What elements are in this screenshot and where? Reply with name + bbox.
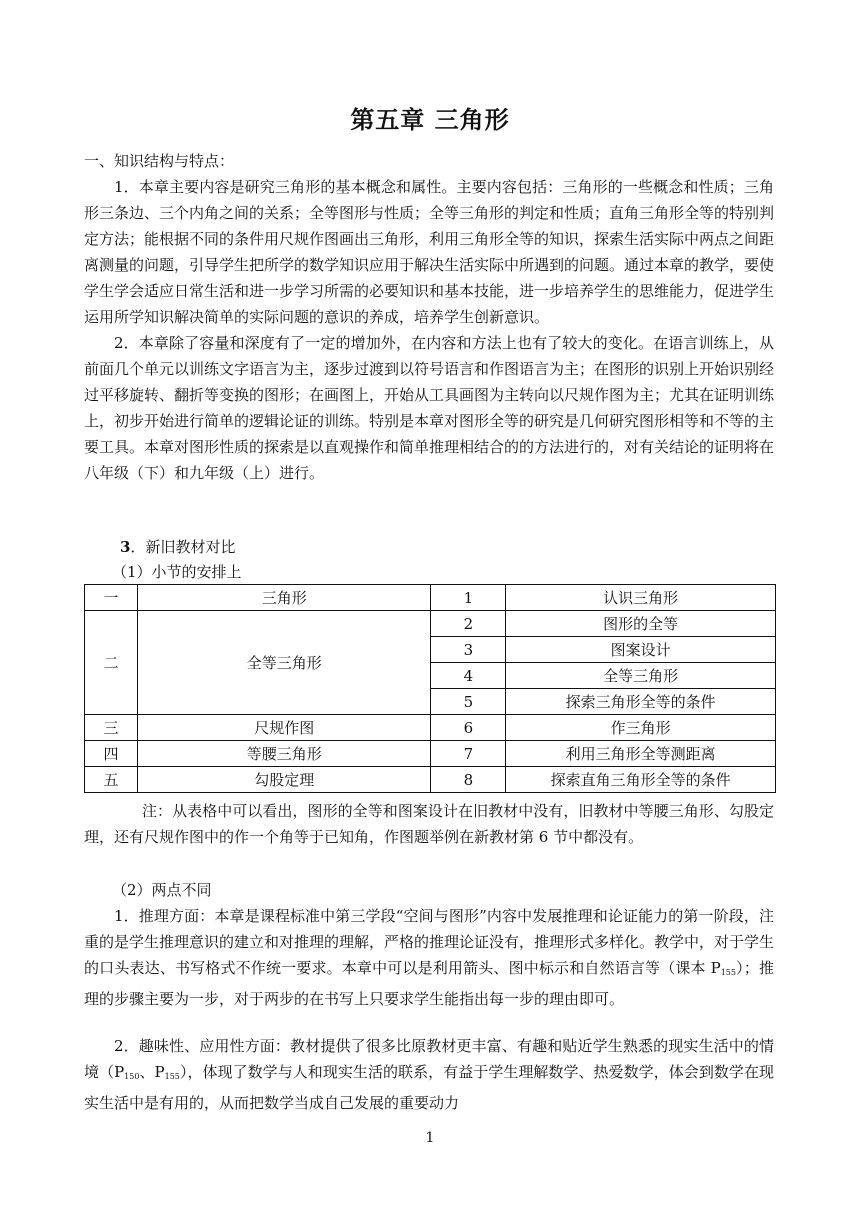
subsection-2-heading: （2）两点不同 bbox=[112, 881, 212, 899]
table-row bbox=[85, 715, 776, 741]
old-chapter-title: 尺规作图 bbox=[137, 715, 431, 741]
page-ref-subscript: 155 bbox=[720, 968, 736, 977]
old-chapter-title: 三角形 bbox=[137, 585, 431, 611]
old-chapter-number: 四 bbox=[85, 741, 138, 767]
new-section-number: 1 bbox=[431, 585, 506, 611]
subsection-1-heading: （1）小节的安排上 bbox=[112, 563, 242, 581]
new-section-number: 8 bbox=[431, 767, 506, 793]
paragraph-2: 2．本章除了容量和深度有了一定的增加外，在内容和方法上也有了较大的变化。在语言训练上，从前面几个单元以训练文字语言为主，逐步过渡到以符号语言和作图语言为主；在图形的识别上开始识别经过平移旋转、翻折等变换的图形；在画图上，开始从工具画图为主转向以尺规作图为主；尤其在证明训练上，初步开始进行简单的逻辑论证的训练。特别是本章对图形全等的研究是几何研究图形相等和不等的主要工具。本章对图形性质的探索是以直观操作和简单推理相结合的的方法进行的，对有关结论的证明将在八年级（下）和九年级（上）进行。 bbox=[84, 334, 775, 482]
difference-1-part-a: 1．推理方面：本章是课程标准中第三学段“空间与图形”内容中发展推理和论证能力的第一阶段，注重的是学生推理意识的建立和对推理的理解，严格的推理论证没有，推理形式多样化。教学中，对于学生的口头表达、书写格式不作统一要求。本章中可以是利用箭头、图中标示和自然语言等（课本 P bbox=[84, 907, 775, 977]
item-3-text: ．新旧教材对比 bbox=[130, 538, 236, 556]
page-ref-separator: 、P bbox=[139, 1063, 165, 1081]
difference-1-text bbox=[84, 903, 774, 1012]
new-section-title: 探索直角三角形全等的条件 bbox=[506, 767, 776, 793]
page-ref-subscript: 155 bbox=[164, 1072, 180, 1081]
new-section-title: 认识三角形 bbox=[506, 585, 776, 611]
old-chapter-number: 一 bbox=[85, 585, 138, 611]
new-section-title: 探索三角形全等的条件 bbox=[506, 689, 776, 715]
page-number: 1 bbox=[425, 1130, 435, 1146]
new-section-title: 图案设计 bbox=[506, 637, 776, 663]
new-section-title: 全等三角形 bbox=[506, 663, 776, 689]
old-chapter-number: 三 bbox=[85, 715, 138, 741]
page-ref-subscript: 150 bbox=[124, 1072, 140, 1081]
note-text: 注：从表格中可以看出，图形的全等和图案设计在旧教材中没有，旧教材中等腰三角形、勾股定理，还有尺规作图中的作一个角等于已知角，作图题举例在新教材第 6 节中都没有。 bbox=[84, 802, 774, 846]
difference-2-text bbox=[84, 1033, 774, 1116]
item-3-heading bbox=[120, 534, 235, 560]
new-section-number: 5 bbox=[431, 689, 506, 715]
new-section-title: 图形的全等 bbox=[506, 611, 776, 637]
old-chapter-title: 等腰三角形 bbox=[137, 741, 431, 767]
item-3-number: 3 bbox=[120, 538, 131, 556]
difference-2-part-b: ），体现了数学与人和现实生活的联系，有益于学生理解数学、热爱数学，体会到数学在现实生活中是有用的，从而把数学当成自己发展的重要动力 bbox=[84, 1063, 774, 1112]
difference-2 bbox=[84, 1033, 774, 1116]
new-section-title: 利用三角形全等测距离 bbox=[506, 741, 776, 767]
section-heading: 一、知识结构与特点： bbox=[84, 152, 235, 170]
table-row bbox=[85, 767, 776, 793]
new-section-number: 2 bbox=[431, 611, 506, 637]
old-chapter-title: 勾股定理 bbox=[137, 767, 431, 793]
new-section-title: 作三角形 bbox=[506, 715, 776, 741]
table-note bbox=[84, 798, 774, 850]
old-chapter-title: 全等三角形 bbox=[137, 611, 431, 715]
intro-paragraphs bbox=[84, 174, 774, 486]
new-section-number: 3 bbox=[431, 637, 506, 663]
difference-1 bbox=[84, 903, 774, 1012]
old-chapter-number: 五 bbox=[85, 767, 138, 793]
paragraph-1: 1．本章主要内容是研究三角形的基本概念和属性。主要内容包括：三角形的一些概念和性质；三角形三条边、三个内角之间的关系；全等图形与性质；全等三角形的判定和性质；直角三角形全等的特别判定方法；能根据不同的条件用尺规作图画出三角形，利用三角形全等的知识，探索生活实际中两点之间距离测量的问题，引导学生把所学的数学知识应用于解决生活实际中所遇到的问题。通过本章的教学，要使学生学会适应日常生活和进一步学习所需的必要知识和基本技能，进一步培养学生的思维能力，促进学生运用所学知识解决简单的实际问题的意识的养成，培养学生创新意识。 bbox=[84, 178, 775, 326]
chapter-title: 第五章 三角形 bbox=[350, 105, 510, 134]
old-chapter-number: 二 bbox=[85, 611, 138, 715]
difference-2-part-a: 2．趣味性、应用性方面：教材提供了很多比原教材更丰富、有趣和贴近学生熟悉的现实生活中的情境（P bbox=[84, 1037, 774, 1081]
table-row bbox=[85, 741, 776, 767]
difference-1-part-b: ）；推理的步骤主要为一步，对于两步的在书写上只要求学生能指出每一步的理由即可。 bbox=[84, 959, 774, 1008]
table-row bbox=[85, 585, 776, 611]
new-section-number: 6 bbox=[431, 715, 506, 741]
table-row bbox=[85, 611, 776, 637]
new-section-number: 4 bbox=[431, 663, 506, 689]
comparison-table bbox=[84, 584, 776, 793]
new-section-number: 7 bbox=[431, 741, 506, 767]
